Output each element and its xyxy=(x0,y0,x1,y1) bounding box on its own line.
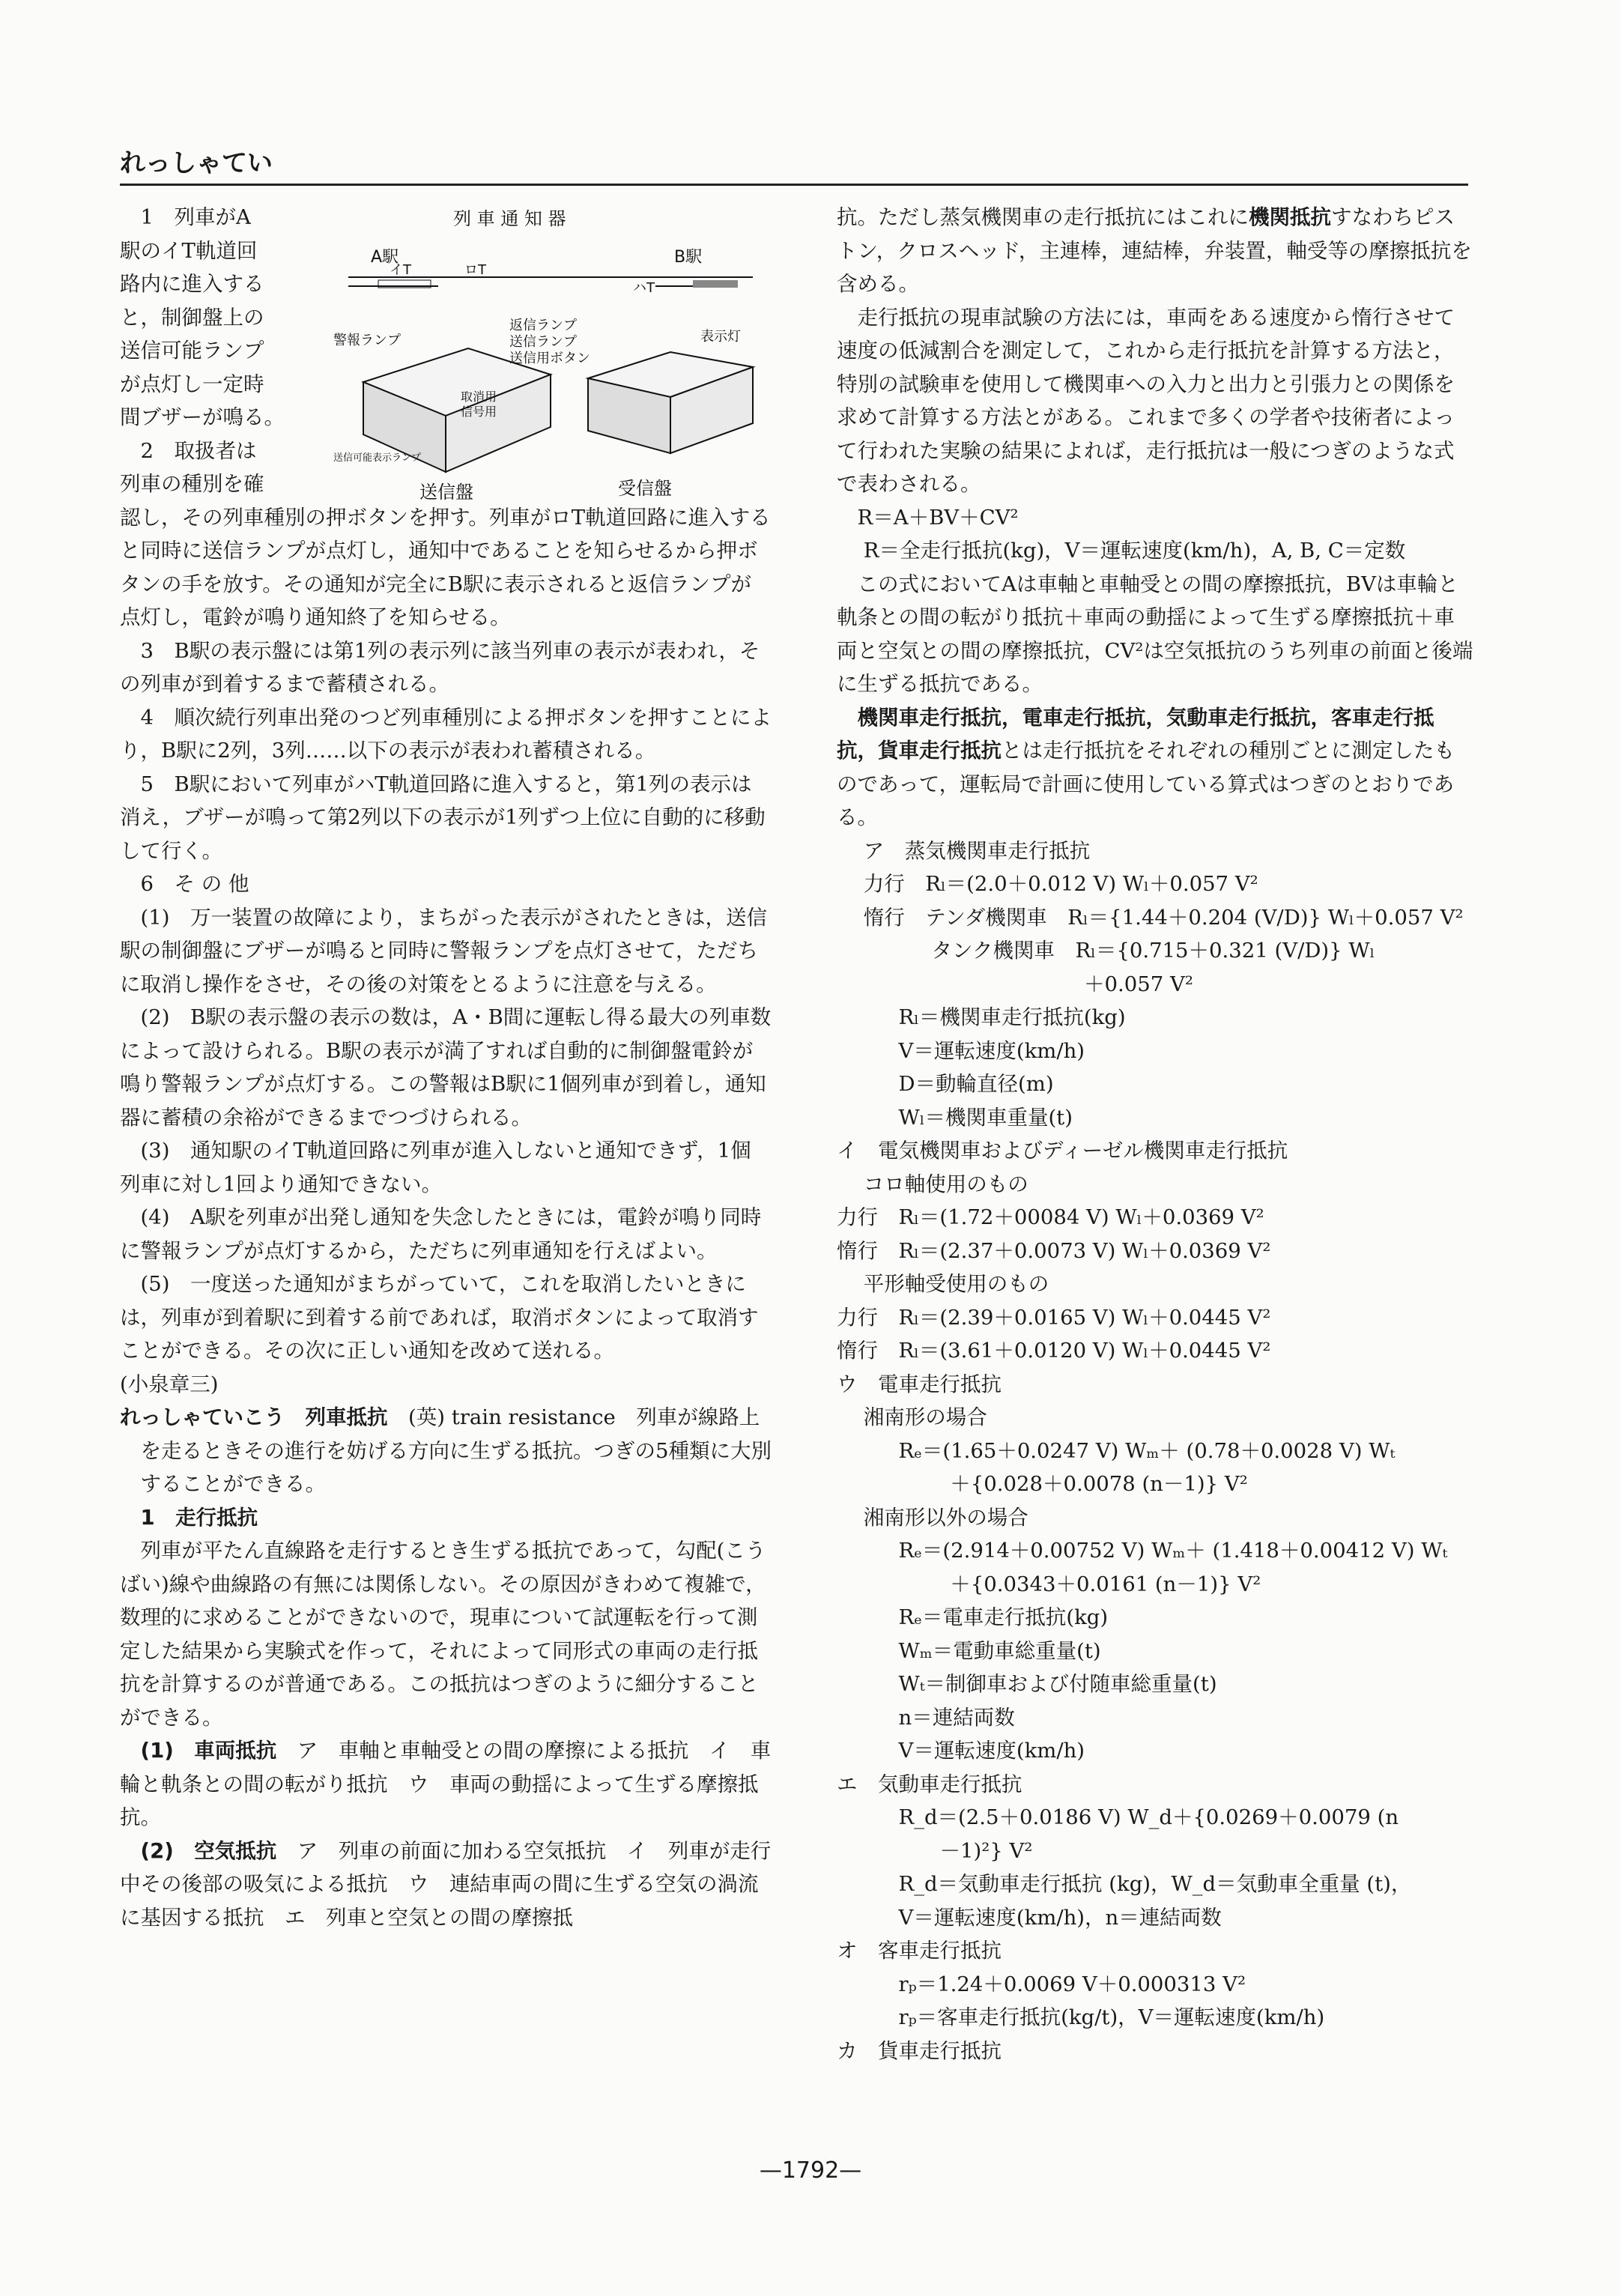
text: とは走行抵抗をそれぞれの種別ごとに測定したものであって，運転局で計画に使用している算式はつぎのとおりである。 xyxy=(837,739,1455,829)
label-a-station: A駅 xyxy=(371,248,399,267)
definition: Wₜ＝制御車および付随車総重量(t) xyxy=(898,1672,1217,1696)
text: ア 列車の前面に加わる空気抵抗 イ 列車が走行中その後部の吸気による抵抗 ウ 連結車両の間に生ずる空気の渦流に基因する抵抗 エ 列車と空気との間の摩擦抵 xyxy=(120,1838,772,1930)
formula: R_d＝(2.5＋0.0186 V) W_d＋{0.0269＋0.0079 (n xyxy=(898,1805,1399,1829)
paragraph: 走行抵抗の現車試験の方法には，車両をある速度から惰行させて速度の低減割合を測定して，これから走行抵抗を計算する方法と，特別の試験車を使用して機関車への入力と出力と引張力との関係を求めて計算する方法とがある。これまで多くの学者や技術者によって行われた実験の結果によれば，走行抵抗は一般につぎのような式で表わされる。 xyxy=(837,305,1455,496)
definition: V＝運転速度(km/h) xyxy=(898,1739,1085,1763)
terms: 機関車走行抵抗，電車走行抵抗，気動車走行抵抗，客車走行抵抗，貨車走行抵抗 xyxy=(837,705,1434,763)
definition: rₚ＝客車走行抵抗(kg/t)，V＝運転速度(km/h) xyxy=(898,2005,1325,2029)
paragraph: (4) A駅を列車が出発し通知を失念したときには，電鈴が鳴り同時に警報ランプが点灯するから，ただちに列車通知を行えばよい。 xyxy=(120,1205,762,1263)
left-line: 列車の種別を確 xyxy=(120,472,264,496)
paragraph: (1) 万一装置の故障により，まちがった表示がされたときは，送信駅の制御盤にブザーが鳴ると同時に警報ランプを点灯させて，ただちに取消し操作をさせ，その後の対策をとるように注意を与える。 xyxy=(120,905,767,996)
subheading: カ 貨車走行抵抗 xyxy=(837,2038,1002,2063)
definition: Rₗ＝機関車走行抵抗(kg) xyxy=(898,1005,1126,1029)
subheading: コロ軸使用のもの xyxy=(863,1172,1028,1196)
formula: タンク機関車 Rₗ＝{0.715＋0.321 (V/D)} Wₗ xyxy=(931,939,1375,963)
paragraph xyxy=(120,1835,772,1935)
paragraph: (5) 一度送った通知がまちがっていて，これを取消したいときには，列車が到着駅に到着する前であれば，取消ボタンによって取消すことができる。その次に正しい通知を改めて送れる。 xyxy=(120,1272,759,1363)
label-track-ro: ロT xyxy=(464,262,486,278)
text: すなわちピストン，クロスヘッド，主連棒，連結棒，弁装置，軸受等の摩擦抵抗を含める。 xyxy=(837,205,1472,296)
left-line: 路内に進入する xyxy=(120,272,264,296)
paragraph: 6 そ の 他 xyxy=(140,872,249,896)
running-header: れっしゃてい xyxy=(120,148,273,178)
header-rule xyxy=(120,184,1468,186)
paragraph: 認し，その列車種別の押ボタンを押す。列車がロT軌道回路に進入すると同時に送信ランプが点灯し，通知中であることを知らせるから押ボタンの手を放す。その通知が完全にB駅に表示されると返信ランプが点灯し，電鈴が鳴り通知終了を知らせる。 xyxy=(120,505,771,629)
left-line: 送信可能ランプ xyxy=(120,339,264,363)
definition: Rₑ＝電車走行抵抗(kg) xyxy=(898,1605,1109,1629)
paragraph xyxy=(837,201,1473,301)
left-line: 1 列車がA xyxy=(140,205,251,229)
text: ア 車軸と車軸受との間の摩擦による抵抗 イ 車輪と軌条との間の転がり抵抗 ウ 車両の動揺によって生ずる摩擦抵抗。 xyxy=(120,1739,772,1829)
figure-title: 列 車 通 知 器 xyxy=(453,208,566,229)
paragraph: 列車が平たん直線路を走行するとき生ずる抵抗であって，勾配(こうばい)線や曲線路の有無には関係しない。その原因がきわめて複雑で，数理的に求めることができないので，現車について試運転を行って測定した結果から実験式を作って，それによって同形式の車両の走行抵抗を計算するのが普通である。この抵抗はつぎのように細分することができる。 xyxy=(120,1539,766,1730)
formula: ＋{0.0343＋0.0161 (n－1)} V² xyxy=(950,1572,1261,1596)
formula: ＋{0.028＋0.0078 (n－1)} V² xyxy=(950,1472,1248,1496)
paragraph: この式においてAは車軸と車軸受との間の摩擦抵抗，BVは車輪と軌条との間の転がり抵抗＋車両の動揺によって生ずる摩擦抵抗＋車両と空気との間の摩擦抵抗，CV²は空気抵抗のうち列車の前面と後端に生ずる抵抗である。 xyxy=(837,572,1473,696)
subheading: エ 気動車走行抵抗 xyxy=(837,1772,1022,1796)
label-track-i: イT xyxy=(390,262,411,278)
dictionary-entry xyxy=(120,1401,772,1501)
subheading: イ 電気機関車およびディーゼル機関車走行抵抗 xyxy=(837,1139,1288,1163)
figure-wrap-text xyxy=(120,201,326,501)
subheading: (2) 空気抵抗 xyxy=(140,1838,277,1863)
left-line: 2 取扱者は xyxy=(140,438,257,463)
subheading: (1) 車両抵抗 xyxy=(140,1739,277,1763)
paragraph: 4 順次続行列車出発のつど列車種別による押ボタンを押すことにより，B駅に2列，3列……以下の表示が表われ蓄積される。 xyxy=(120,705,772,763)
definition: V＝運転速度(km/h)，n＝連結両数 xyxy=(898,1905,1222,1930)
label-soushinban: 送信盤 xyxy=(419,482,473,502)
left-line: 駅のイT軌道回 xyxy=(120,238,258,263)
label-shingou: 信号用 xyxy=(461,405,497,419)
paragraph xyxy=(120,1734,772,1835)
label-hensin-lamp: 返信ランプ xyxy=(509,318,577,333)
label-track-ha: ハT xyxy=(633,280,655,296)
formula: 惰行 テンダ機関車 Rₗ＝{1.44＋0.204 (V/D)} Wₗ＋0.057 V² xyxy=(863,905,1464,930)
entry-headword: れっしゃていこう xyxy=(120,1405,285,1429)
section-heading: 1 走行抵抗 xyxy=(140,1505,258,1530)
formula: 力行 Rₗ＝(1.72＋00084 V) Wₗ＋0.0369 V² xyxy=(837,1205,1264,1229)
paragraph: 5 B駅において列車がハT軌道回路に進入すると，第1列の表示は消え，ブザーが鳴って第2列以下の表示が1列ずつ上位に自動的に移動して行く。 xyxy=(120,772,766,863)
label-keihou-lamp: 警報ランプ xyxy=(333,333,401,348)
paragraph: (3) 通知駅のイT軌道回路に列車が進入しないと通知できず，1個列車に対し1回より通知できない。 xyxy=(120,1139,751,1196)
text: 抗。ただし蒸気機関車の走行抵抗にはこれに xyxy=(837,205,1249,229)
formula: －1)²} V² xyxy=(939,1838,1033,1863)
label-b-station: B駅 xyxy=(674,248,703,267)
formula: 惰行 Rₗ＝(2.37＋0.0073 V) Wₗ＋0.0369 V² xyxy=(837,1238,1271,1263)
author: (小泉章三) xyxy=(120,1372,219,1396)
definition: Wₘ＝電動車総重量(t) xyxy=(898,1638,1101,1663)
definition: n＝連結両数 xyxy=(898,1705,1015,1730)
label-torikeshi: 取消用 xyxy=(461,390,497,404)
paragraph: 3 B駅の表示盤には第1列の表示列に該当列車の表示が表われ，その列車が到着するまで蓄積される。 xyxy=(120,638,760,696)
subheading: オ 客車走行抵抗 xyxy=(837,1939,1002,1963)
formula: Rₑ＝(2.914＋0.00752 V) Wₘ＋ (1.418＋0.00412 V) Wₜ xyxy=(898,1539,1448,1563)
left-line: と，制御盤上の xyxy=(120,305,264,330)
subheading: 平形軸受使用のもの xyxy=(863,1272,1049,1296)
entry-definition: (英) train resistance 列車が線路上を走るときその進行を妨げる方向に生ずる抵抗。つぎの5種類に大別することができる。 xyxy=(140,1405,772,1496)
definition: D＝動輪直径(m) xyxy=(898,1072,1054,1096)
subheading: 湘南形の場合 xyxy=(863,1405,987,1429)
subheading: 湘南形以外の場合 xyxy=(863,1505,1028,1530)
formula: 惰行 Rₗ＝(3.61＋0.0120 V) Wₗ＋0.0445 V² xyxy=(837,1339,1271,1363)
formula: 力行 Rₗ＝(2.39＋0.0165 V) Wₗ＋0.0445 V² xyxy=(837,1305,1271,1330)
paragraph xyxy=(837,701,1473,835)
label-hyouji-lamp: 表示灯 xyxy=(700,329,741,345)
definition: R_d＝気動車走行抵抗 (kg)，W_d＝気動車全重量 (t)， xyxy=(898,1872,1412,1896)
left-line: が点灯し一定時 xyxy=(120,372,264,396)
formula: 力行 Rₗ＝(2.0＋0.012 V) Wₗ＋0.057 V² xyxy=(863,872,1258,896)
term: 機関抵抗 xyxy=(1249,205,1331,229)
paragraph: (2) B駅の表示盤の表示の数は，A・B間に運転し得る最大の列車数によって設けられる。B駅の表示が満了すれば自動的に制御盤電鈴が鳴り警報ランプが点灯する。この警報はB駅に1個列車が到着し，通知器に蓄積の余裕ができるまでつづけられる。 xyxy=(120,1005,772,1130)
label-soushin-kanou: 送信可能表示ランプ xyxy=(333,452,422,464)
formula: ＋0.057 V² xyxy=(1084,972,1193,996)
label-soushin-button: 送信用ボタン xyxy=(509,351,590,366)
page-number: —1792— xyxy=(759,2157,862,2184)
label-jushinban: 受信盤 xyxy=(618,478,672,499)
formula: rₚ＝1.24＋0.0069 V＋0.000313 V² xyxy=(898,1972,1246,1996)
equation-definition: R＝全走行抵抗(kg)，V＝運転速度(km/h)，A, B, C＝定数 xyxy=(863,539,1406,563)
label-soushin-lamp: 送信ランプ xyxy=(509,334,577,350)
subheading: ア 蒸気機関車走行抵抗 xyxy=(863,838,1091,863)
entry-term: 列車抵抗 xyxy=(305,1405,388,1429)
right-column xyxy=(837,201,1473,2068)
definition: Wₗ＝機関車重量(t) xyxy=(898,1105,1073,1130)
definition: V＝運転速度(km/h) xyxy=(898,1038,1085,1063)
left-column xyxy=(120,201,772,1934)
formula: Rₑ＝(1.65＋0.0247 V) Wₘ＋ (0.78＋0.0028 V) Wₜ xyxy=(898,1438,1396,1463)
equation: R＝A＋BV＋CV² xyxy=(857,505,1019,530)
subheading: ウ 電車走行抵抗 xyxy=(837,1372,1002,1396)
left-line: 間ブザーが鳴る。 xyxy=(120,405,285,429)
